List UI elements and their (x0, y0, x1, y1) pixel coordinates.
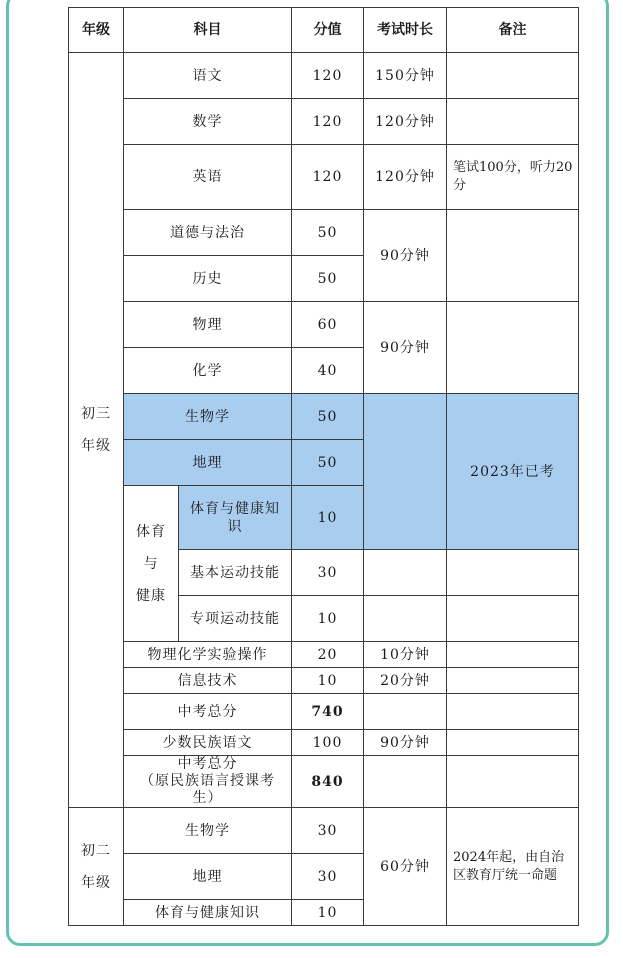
duration-taken-2023 (364, 394, 447, 550)
duration-morality-history: 90分钟 (364, 210, 447, 302)
score-chemistry: 40 (292, 348, 364, 394)
grade3-label: 初三 年级 (69, 53, 124, 808)
subject-chemistry: 化学 (124, 348, 292, 394)
grade2-remark: 2024年起，由自治区教育厅统一命题 (447, 808, 579, 926)
subject-morality: 道德与法治 (124, 210, 292, 256)
remark-minority-language (447, 730, 579, 756)
table-row (69, 642, 579, 668)
subject-health-knowledge: 体育与健康知识 (179, 486, 292, 550)
subject-it: 信息技术 (124, 668, 292, 694)
subject-chinese: 语文 (124, 53, 292, 99)
table-row (69, 210, 579, 256)
table-header-row (69, 8, 579, 53)
duration-chinese: 150分钟 (364, 53, 447, 99)
grade2-label: 初二 年级 (69, 808, 124, 926)
table-row (69, 668, 579, 694)
grade2-subject-geography: 地理 (124, 854, 292, 900)
grade2-subject-health-knowledge: 体育与健康知识 (124, 900, 292, 926)
score-chinese: 120 (292, 53, 364, 99)
subject-physics: 物理 (124, 302, 292, 348)
subject-basic-skills: 基本运动技能 (179, 550, 292, 596)
grade2-subject-biology: 生物学 (124, 808, 292, 854)
duration-english: 120分钟 (364, 145, 447, 210)
subject-minority-language: 少数民族语文 (124, 730, 292, 756)
subject-math: 数学 (124, 99, 292, 145)
score-total: 740 (292, 694, 364, 730)
remark-total (447, 694, 579, 730)
table-row (69, 730, 579, 756)
score-geography: 50 (292, 440, 364, 486)
score-special-skills: 10 (292, 596, 364, 642)
remark-morality-history (447, 210, 579, 302)
header-score: 分值 (292, 8, 364, 53)
remark-basic-skills (447, 550, 579, 596)
pe-group-label: 体育 与 健康 (124, 486, 179, 642)
subject-total: 中考总分 (124, 694, 292, 730)
table-row (69, 756, 579, 808)
duration-total (364, 694, 447, 730)
duration-minority-language: 90分钟 (364, 730, 447, 756)
score-basic-skills: 30 (292, 550, 364, 596)
score-total-minority: 840 (292, 756, 364, 808)
score-biology: 50 (292, 394, 364, 440)
remark-special-skills (447, 596, 579, 642)
duration-lab-operation: 10分钟 (364, 642, 447, 668)
duration-special-skills (364, 596, 447, 642)
score-morality: 50 (292, 210, 364, 256)
header-remark: 备注 (447, 8, 579, 53)
table-row (69, 394, 579, 440)
duration-total-minority (364, 756, 447, 808)
header-grade: 年级 (69, 8, 124, 53)
table-row (69, 99, 579, 145)
remark-english: 笔试100分，听力20分 (447, 145, 579, 210)
remark-it (447, 668, 579, 694)
subject-history: 历史 (124, 256, 292, 302)
subject-total-minority: 中考总分 （原民族语言授课考 生） (124, 756, 292, 808)
score-it: 10 (292, 668, 364, 694)
grade2-score-health-knowledge: 10 (292, 900, 364, 926)
table-row (69, 808, 579, 854)
table-row (69, 53, 579, 99)
score-minority-language: 100 (292, 730, 364, 756)
duration-basic-skills (364, 550, 447, 596)
remark-chinese (447, 53, 579, 99)
score-math: 120 (292, 99, 364, 145)
header-duration: 考试时长 (364, 8, 447, 53)
subject-geography: 地理 (124, 440, 292, 486)
duration-it: 20分钟 (364, 668, 447, 694)
table-row (69, 302, 579, 348)
grade2-score-biology: 30 (292, 808, 364, 854)
table-row (69, 694, 579, 730)
subject-biology: 生物学 (124, 394, 292, 440)
score-english: 120 (292, 145, 364, 210)
subject-special-skills: 专项运动技能 (179, 596, 292, 642)
remark-total-minority (447, 756, 579, 808)
subject-english: 英语 (124, 145, 292, 210)
remark-physics-chemistry (447, 302, 579, 394)
score-health-knowledge: 10 (292, 486, 364, 550)
score-lab-operation: 20 (292, 642, 364, 668)
exam-table-container (68, 7, 579, 926)
exam-subjects-table (68, 7, 579, 926)
score-physics: 60 (292, 302, 364, 348)
duration-math: 120分钟 (364, 99, 447, 145)
header-subject: 科目 (124, 8, 292, 53)
grade2-score-geography: 30 (292, 854, 364, 900)
table-row (69, 145, 579, 210)
remark-math (447, 99, 579, 145)
grade2-duration: 60分钟 (364, 808, 447, 926)
remark-lab-operation (447, 642, 579, 668)
score-history: 50 (292, 256, 364, 302)
remark-taken-2023: 2023年已考 (447, 394, 579, 550)
duration-physics-chemistry: 90分钟 (364, 302, 447, 394)
subject-lab-operation: 物理化学实验操作 (124, 642, 292, 668)
